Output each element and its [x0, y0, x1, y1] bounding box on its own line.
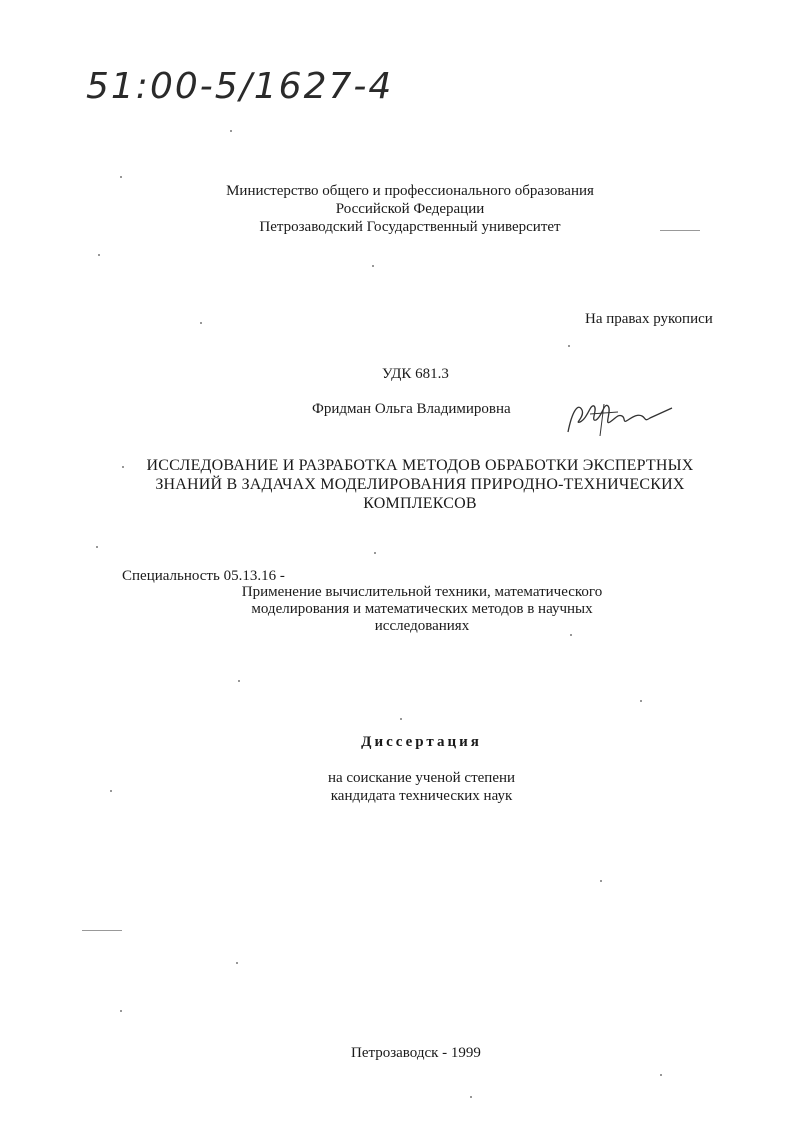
specialty-line-3: исследованиях [374, 618, 470, 634]
degree-line-1: на соискание ученой степени [327, 770, 516, 786]
scan-speck [570, 634, 572, 636]
degree-info [0, 769, 793, 805]
specialty-line-1: Применение вычислительной техники, математического [241, 584, 603, 600]
scan-speck [200, 322, 202, 324]
scan-speck [374, 552, 376, 554]
title-line-2: ЗНАНИЙ В ЗАДАЧАХ МОДЕЛИРОВАНИЯ ПРИРОДНО-ТЕХНИЧЕСКИХ [155, 476, 685, 493]
archive-number: 51:00-5/1627-4 [86, 66, 394, 107]
scan-speck [372, 265, 374, 267]
specialty-label: Специальность 05.13.16 - [122, 568, 285, 584]
scan-speck [238, 680, 240, 682]
scan-line [660, 230, 700, 231]
scan-speck [96, 546, 98, 548]
scan-speck [122, 466, 124, 468]
dissertation-heading: Диссертация [361, 734, 482, 750]
scan-speck [120, 176, 122, 178]
scan-speck [660, 1074, 662, 1076]
scan-speck [236, 962, 238, 964]
scan-line [82, 930, 122, 931]
scan-speck [110, 790, 112, 792]
dissertation-title [130, 456, 710, 513]
author-signature [560, 392, 680, 442]
ministry-line-1: Министерство общего и профессионального образования [226, 183, 594, 199]
scan-speck [470, 1096, 472, 1098]
ministry-line-3: Петрозаводский Государственный университет [259, 219, 561, 235]
scan-speck [400, 718, 402, 720]
title-line-1: ИССЛЕДОВАНИЕ И РАЗРАБОТКА МЕТОДОВ ОБРАБОТКИ ЭКСПЕРТНЫХ [146, 457, 694, 474]
city-year: Петрозаводск - 1999 [351, 1045, 481, 1061]
ministry-line-2: Российской Федерации [335, 201, 485, 217]
scan-speck [600, 880, 602, 882]
scan-speck [640, 700, 642, 702]
title-line-3: КОМПЛЕКСОВ [363, 495, 477, 512]
udk-code: УДК 681.3 [382, 366, 449, 382]
scan-speck [120, 1010, 122, 1012]
rights-notice: На правах рукописи [585, 311, 713, 327]
author-name: Фридман Ольга Владимировна [312, 401, 511, 417]
scan-speck [568, 345, 570, 347]
specialty-line-2: моделирования и математических методов в научных [251, 601, 593, 617]
ministry-header [30, 182, 790, 236]
scan-speck [98, 254, 100, 256]
scan-speck [230, 130, 232, 132]
specialty-description [226, 584, 618, 635]
degree-line-2: кандидата технических наук [330, 788, 513, 804]
